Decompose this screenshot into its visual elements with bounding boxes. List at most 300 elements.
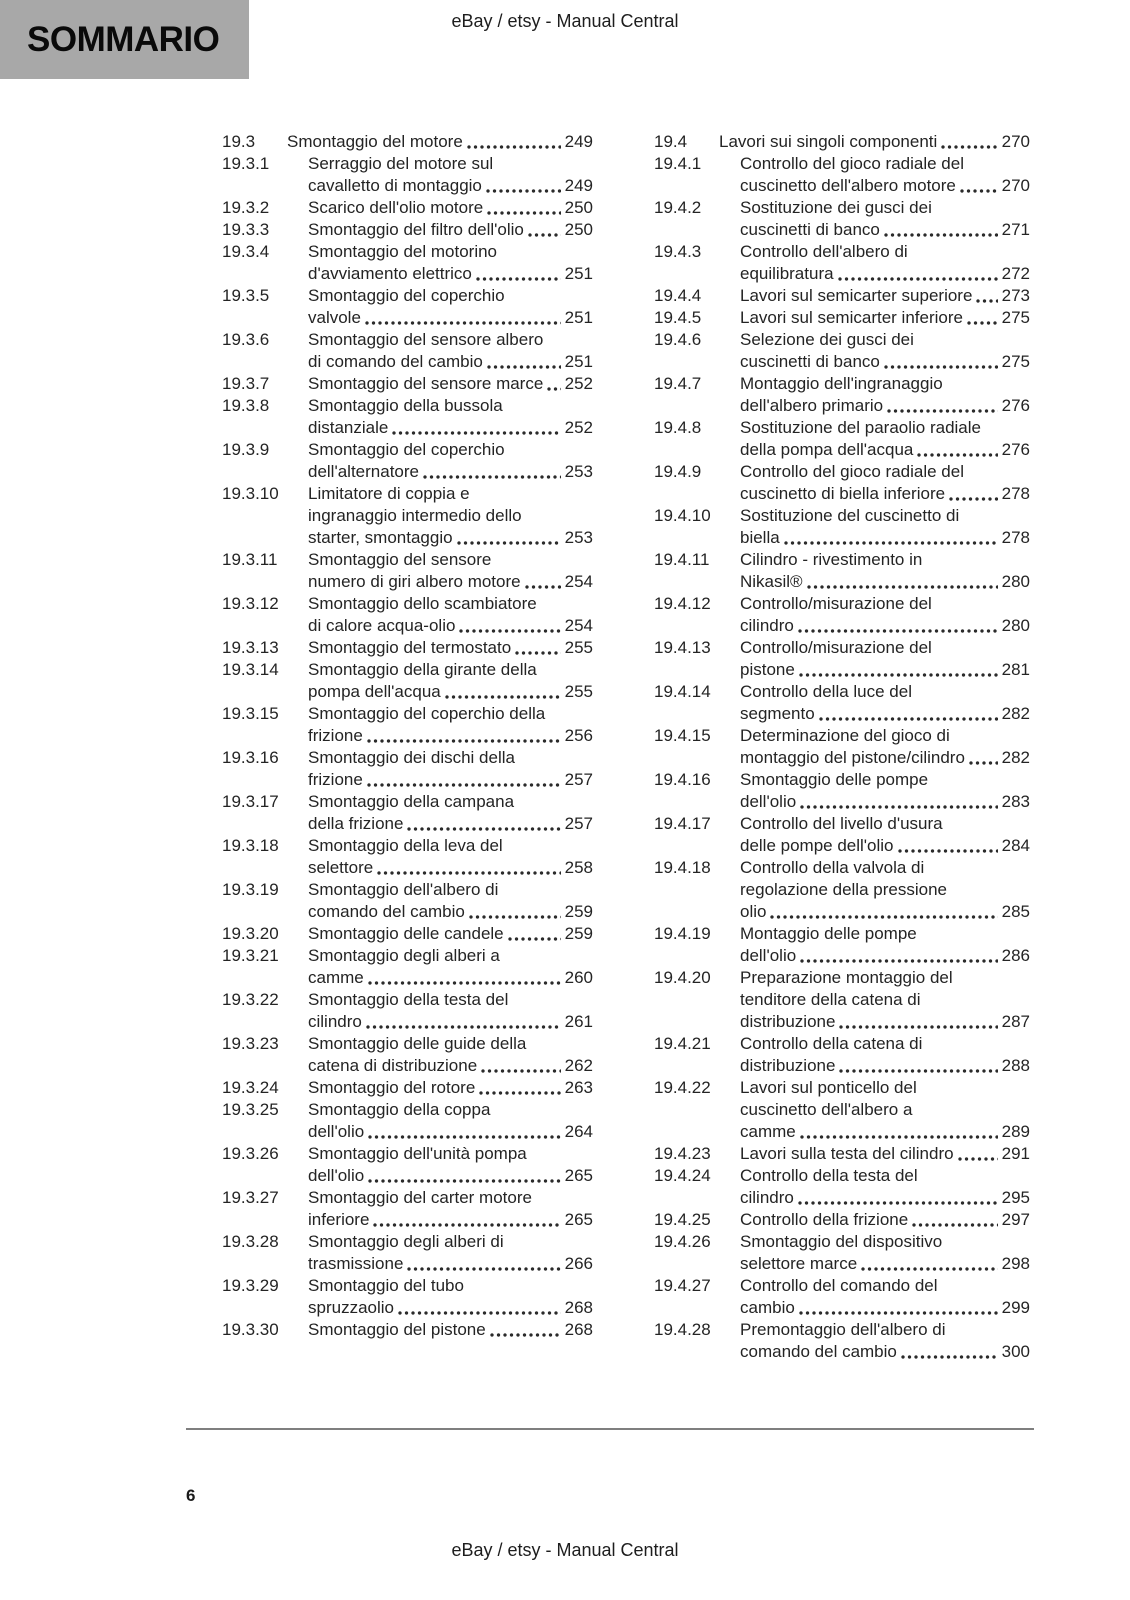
toc-entry-title-line: selettore marce: [740, 1254, 858, 1273]
toc-entry-number: 19.4.24: [654, 1166, 711, 1185]
dot-leader: [883, 395, 1002, 417]
toc-entry-title: [308, 395, 593, 439]
toc-entry: [654, 681, 1030, 725]
toc-entry-title-line: Smontaggio degli alberi a: [308, 946, 500, 965]
toc-entry-title-line: Smontaggio del motorino: [308, 242, 498, 261]
toc-entry: [222, 879, 593, 923]
dot-leader: [815, 703, 1002, 725]
toc-entry-title-line: Smontaggio delle candele: [308, 924, 504, 943]
toc-entry: [222, 1187, 593, 1231]
toc-entry-page-number: 261: [564, 1012, 593, 1031]
toc-entry-number: 19.4.26: [654, 1232, 711, 1251]
toc-entry: [222, 593, 593, 637]
toc-entry-title-line: montaggio del pistone/cilindro: [740, 748, 965, 767]
toc-entry: [654, 241, 1030, 285]
dot-leader: [857, 1253, 1001, 1275]
dot-leader: [795, 659, 1002, 681]
toc-entry-title: [740, 1165, 1030, 1209]
toc-entry-title: [308, 1077, 593, 1099]
toc-entry-title-line: Smontaggio del sensore albero: [308, 330, 544, 349]
toc-entry-last-line: [308, 1209, 593, 1231]
dot-leader: [361, 307, 565, 329]
toc-entry-last-line: [308, 1165, 593, 1187]
toc-entry-number: 19.4.25: [654, 1210, 711, 1229]
toc-entry-page-number: 259: [564, 902, 593, 921]
toc-entry-title-line: cuscinetti di banco: [740, 352, 880, 371]
dot-leader: [937, 131, 1001, 153]
toc-entry-last-line: [740, 395, 1030, 417]
toc-entry-number: 19.4.16: [654, 770, 711, 789]
toc-entry-title: [719, 131, 1030, 153]
toc-entry-title: [308, 703, 593, 747]
toc-entry-last-line: [308, 1121, 593, 1143]
toc-entry-title-line: Premontaggio dell'albero di: [740, 1320, 946, 1339]
dot-leader: [795, 1297, 1002, 1319]
toc-entry-page-number: 291: [1001, 1144, 1030, 1163]
toc-entry-title: [740, 197, 1030, 241]
toc-entry-page-number: 288: [1001, 1056, 1030, 1075]
toc-entry: [222, 637, 593, 659]
toc-entry-title-line: cuscinetto dell'albero a: [740, 1100, 913, 1119]
toc-entry-last-line: [308, 461, 593, 483]
dot-leader: [455, 615, 564, 637]
toc-entry-number: 19.4.22: [654, 1078, 711, 1097]
toc-entry-page-number: 256: [564, 726, 593, 745]
toc-entry: [654, 329, 1030, 373]
toc-entry: [654, 197, 1030, 241]
toc-entry-last-line: [308, 813, 593, 835]
toc-entry-number: 19.3.6: [222, 330, 270, 349]
toc-entry-title: [308, 1275, 593, 1319]
dot-leader: [521, 571, 565, 593]
toc-entry: [222, 241, 593, 285]
toc-entry-title-line: Smontaggio dei dischi della: [308, 748, 515, 767]
toc-entry-page-number: 257: [564, 814, 593, 833]
toc-entry-last-line: [308, 219, 593, 241]
toc-entry-title-line: regolazione della pressione: [740, 880, 947, 899]
toc-entry-page-number: 287: [1001, 1012, 1030, 1031]
toc-entry-title-line: spruzzaolio: [308, 1298, 394, 1317]
toc-entry: [654, 549, 1030, 593]
dot-leader: [463, 131, 565, 153]
toc-entry-title-line: valvole: [308, 308, 361, 327]
toc-entry-title-line: Lavori sul semicarter inferiore: [740, 308, 963, 327]
dot-leader: [441, 681, 565, 703]
toc-entry-title-line: numero di giri albero motore: [308, 572, 521, 591]
toc-entry: [222, 549, 593, 593]
toc-entry-title-line: Smontaggio del dispositivo: [740, 1232, 943, 1251]
toc-entry-title-line: starter, smontaggio: [308, 528, 453, 547]
dot-leader: [945, 483, 1002, 505]
dot-leader: [419, 461, 565, 483]
toc-entry: [654, 1077, 1030, 1143]
toc-entry: [222, 923, 593, 945]
toc-entry: [222, 1143, 593, 1187]
toc-entry-page-number: 252: [564, 418, 593, 437]
toc-entry-number: 19.4.10: [654, 506, 711, 525]
toc-entry-title: [740, 637, 1030, 681]
toc-entry-title-line: equilibratura: [740, 264, 834, 283]
toc-entry-title-line: trasmissione: [308, 1254, 404, 1273]
toc-entry-title-line: d'avviamento elettrico: [308, 264, 472, 283]
toc-entry-last-line: [740, 1121, 1030, 1143]
toc-entry-number: 19.3.29: [222, 1276, 279, 1295]
toc-entry-page-number: 255: [564, 638, 593, 657]
toc-entry-title: [740, 1143, 1030, 1165]
toc-entry-title-line: dell'olio: [740, 946, 797, 965]
dot-leader: [363, 769, 565, 791]
toc-entry-title: [740, 857, 1030, 923]
toc-entry-title-line: Controllo del livello d'usura: [740, 814, 943, 833]
dot-leader: [880, 219, 1002, 241]
toc-entry-last-line: [740, 659, 1030, 681]
toc-entry-title-line: Cilindro - rivestimento in: [740, 550, 923, 569]
toc-entry-title-line: Controllo del gioco radiale del: [740, 462, 964, 481]
toc-entry-last-line: [308, 373, 593, 395]
toc-entry-title-line: comando del cambio: [308, 902, 465, 921]
toc-entry-title-line: dell'albero primario: [740, 396, 884, 415]
dot-leader: [796, 1121, 1002, 1143]
toc-entry-last-line: [308, 681, 593, 703]
toc-entry-number: 19.3.22: [222, 990, 279, 1009]
toc-entry-number: 19.4.1: [654, 154, 702, 173]
toc-entry-title-line: Controllo/misurazione del: [740, 594, 932, 613]
toc-entry-number: 19.4.5: [654, 308, 702, 327]
toc-entry-title-line: Smontaggio dell'unità pompa: [308, 1144, 527, 1163]
toc-entry-page-number: 284: [1001, 836, 1030, 855]
toc-entry-number: 19.4.7: [654, 374, 702, 393]
dot-leader: [486, 1319, 565, 1341]
toc-entry-number: 19.4.2: [654, 198, 702, 217]
dot-leader: [364, 967, 565, 989]
toc-entry-last-line: [308, 901, 593, 923]
toc-entry-last-line: [740, 901, 1030, 923]
toc-entry-title-line: Smontaggio delle guide della: [308, 1034, 527, 1053]
toc-entry-title: [308, 549, 593, 593]
toc-entry-number: 19.3.27: [222, 1188, 279, 1207]
toc-entry-last-line: [740, 1011, 1030, 1033]
toc-entry-number: 19.4.15: [654, 726, 711, 745]
toc-entry: [222, 1319, 593, 1341]
toc-entry-number: 19.4.19: [654, 924, 711, 943]
footer-document-title: eBay / etsy - Manual Central: [451, 1540, 679, 1560]
toc-entry-page-number: 259: [564, 924, 593, 943]
toc-entry: [222, 989, 593, 1033]
toc-entry-page-number: 272: [1001, 264, 1030, 283]
toc-entry-title-line: Selezione dei gusci dei: [740, 330, 914, 349]
toc-entry: [654, 461, 1030, 505]
toc-entry-title-line: Controllo della luce del: [740, 682, 912, 701]
toc-entry-title: [740, 1319, 1030, 1363]
toc-entry: [222, 153, 593, 197]
toc-entry-page-number: 285: [1001, 902, 1030, 921]
toc-entry: [654, 1319, 1030, 1363]
toc-entry: [654, 417, 1030, 461]
toc-entry-number: 19.4: [654, 132, 688, 151]
toc-entry-last-line: [308, 769, 593, 791]
toc-entry: [654, 131, 1030, 153]
toc-entry-title: [308, 1319, 593, 1341]
toc-entry-title: [740, 813, 1030, 857]
toc-entry-last-line: [308, 615, 593, 637]
toc-entry-last-line: [740, 791, 1030, 813]
dot-leader: [483, 197, 564, 219]
toc-entry-page-number: 260: [564, 968, 593, 987]
toc-entry-title-line: Montaggio dell'ingranaggio: [740, 374, 943, 393]
dot-leader: [369, 1209, 564, 1231]
toc-entry-number: 19.3.5: [222, 286, 270, 305]
toc-entry: [654, 813, 1030, 857]
toc-entry-title-line: Sostituzione dei gusci dei: [740, 198, 932, 217]
toc-entry-title: [287, 131, 593, 153]
toc-entry-title-line: camme: [740, 1122, 796, 1141]
toc-entry-title-line: Controllo della catena di: [740, 1034, 923, 1053]
toc-entry-title-line: Smontaggio della girante della: [308, 660, 537, 679]
toc-entry-number: 19.3.10: [222, 484, 279, 503]
toc-entry: [654, 1165, 1030, 1209]
dot-leader: [543, 373, 564, 395]
toc-entry: [222, 329, 593, 373]
toc-entry-title-line: Limitatore di coppia e: [308, 484, 470, 503]
toc-entry-page-number: 253: [564, 462, 593, 481]
toc-entry-title-line: Controllo del comando del: [740, 1276, 938, 1295]
footer-divider-line: [186, 1428, 1034, 1430]
toc-entry-last-line: [308, 1319, 593, 1341]
toc-entry-page-number: 254: [564, 616, 593, 635]
toc-entry-page-number: 268: [564, 1320, 593, 1339]
toc-entry-title: [740, 1231, 1030, 1275]
toc-entry-title-line: Nikasil®: [740, 572, 803, 591]
toc-entry: [222, 285, 593, 329]
toc-entry-last-line: [308, 307, 593, 329]
dot-leader: [388, 417, 564, 439]
toc-entry-number: 19.3.11: [222, 550, 278, 569]
toc-entry-title-line: Smontaggio degli alberi di: [308, 1232, 504, 1251]
toc-entry-title-line: tenditore della catena di: [740, 990, 921, 1009]
toc-entry-title-line: Lavori sul ponticello del: [740, 1078, 917, 1097]
toc-entry-title-line: cuscinetto di biella inferiore: [740, 484, 946, 503]
toc-entry-title-line: camme: [308, 968, 364, 987]
toc-entry-last-line: [308, 263, 593, 285]
toc-entry-title: [308, 373, 593, 395]
toc-entry-title: [308, 197, 593, 219]
dot-leader: [894, 835, 1002, 857]
toc-entry-last-line: [740, 285, 1030, 307]
toc-entry: [222, 1033, 593, 1077]
toc-entry-title-line: Smontaggio delle pompe: [740, 770, 929, 789]
toc-entry-title: [308, 483, 593, 549]
toc-entry-number: 19.4.9: [654, 462, 702, 481]
toc-entry-page-number: 251: [564, 264, 593, 283]
toc-entry-last-line: [740, 747, 1030, 769]
toc-entry-page-number: 258: [564, 858, 593, 877]
toc-entry-last-line: [740, 527, 1030, 549]
toc-entry: [222, 197, 593, 219]
toc-entry-page-number: 276: [1001, 396, 1030, 415]
toc-entry-title-line: Smontaggio del termostato: [308, 638, 512, 657]
toc-entry: [654, 505, 1030, 549]
dot-leader: [465, 901, 565, 923]
toc-entry-number: 19.3.25: [222, 1100, 279, 1119]
toc-entry-page-number: 289: [1001, 1122, 1030, 1141]
toc-entry-title-line: catena di distribuzione: [308, 1056, 478, 1075]
toc-entry-last-line: [287, 131, 593, 153]
toc-entry-page-number: 282: [1001, 748, 1030, 767]
toc-entry-number: 19.4.4: [654, 286, 702, 305]
toc-entry-number: 19.3.12: [222, 594, 279, 613]
toc-entry-last-line: [740, 703, 1030, 725]
toc-entry: [222, 945, 593, 989]
toc-entry: [654, 373, 1030, 417]
toc-entry: [654, 923, 1030, 967]
toc-entry-title: [308, 153, 593, 197]
dot-leader: [835, 1011, 1001, 1033]
dot-leader: [524, 219, 565, 241]
toc-entry-title: [308, 637, 593, 659]
dot-leader: [794, 615, 1002, 637]
toc-entry-title: [308, 285, 593, 329]
toc-entry-last-line: [740, 1297, 1030, 1319]
toc-entry-number: 19.3.14: [222, 660, 279, 679]
toc-entry-last-line: [740, 307, 1030, 329]
header-document-title: eBay / etsy - Manual Central: [451, 11, 679, 31]
toc-entry-last-line: [308, 527, 593, 549]
toc-entry-number: 19.4.23: [654, 1144, 711, 1163]
toc-entry-title-line: frizione: [308, 726, 363, 745]
toc-entry-title-line: olio: [740, 902, 767, 921]
toc-entry-title-line: dell'alternatore: [308, 462, 419, 481]
dot-leader: [394, 1297, 565, 1319]
toc-entry: [654, 1143, 1030, 1165]
toc-entry-title: [740, 153, 1030, 197]
toc-entry-page-number: 283: [1001, 792, 1030, 811]
toc-entry-page-number: 270: [1001, 176, 1030, 195]
dot-leader: [897, 1341, 1002, 1363]
toc-entry-page-number: 280: [1001, 572, 1030, 591]
dot-leader: [477, 1055, 564, 1077]
toc-entry-title-line: Smontaggio del filtro dell'olio: [308, 220, 524, 239]
dot-leader: [796, 791, 1001, 813]
dot-leader: [482, 175, 565, 197]
toc-entry-last-line: [740, 615, 1030, 637]
toc-entry-title-line: ingranaggio intermedio dello: [308, 506, 522, 525]
toc-entry-title: [740, 373, 1030, 417]
toc-entry-title-line: Smontaggio del coperchio della: [308, 704, 546, 723]
toc-entry-page-number: 262: [564, 1056, 593, 1075]
toc-entry-last-line: [719, 131, 1030, 153]
toc-entry-title-line: Smontaggio del coperchio: [308, 440, 505, 459]
toc-entry-title-line: della frizione: [308, 814, 404, 833]
toc-entry-page-number: 270: [1001, 132, 1030, 151]
toc-entry-last-line: [740, 351, 1030, 373]
toc-entry-page-number: 253: [564, 528, 593, 547]
toc-entry-last-line: [308, 967, 593, 989]
dot-leader: [780, 527, 1002, 549]
toc-entry: [654, 1033, 1030, 1077]
toc-entry-title-line: cilindro: [308, 1012, 362, 1031]
toc-entry-number: 19.4.18: [654, 858, 711, 877]
toc-entry-last-line: [308, 637, 593, 659]
toc-entry-page-number: 265: [564, 1166, 593, 1185]
toc-entry-title: [308, 219, 593, 241]
toc-entry-page-number: 252: [564, 374, 593, 393]
toc-entry-number: 19.3.15: [222, 704, 279, 723]
toc-entry-page-number: 255: [564, 682, 593, 701]
toc-entry-last-line: [308, 417, 593, 439]
dot-leader: [954, 1143, 1002, 1165]
toc-entry: [654, 1209, 1030, 1231]
toc-entry-page-number: 263: [564, 1078, 593, 1097]
toc-entry-last-line: [308, 1011, 593, 1033]
dot-leader: [511, 637, 564, 659]
toc-entry-title: [740, 417, 1030, 461]
toc-entry-page-number: 297: [1001, 1210, 1030, 1229]
toc-entry-page-number: 281: [1001, 660, 1030, 679]
toc-entry-title: [308, 879, 593, 923]
toc-entry: [654, 307, 1030, 329]
toc-entry-last-line: [308, 725, 593, 747]
toc-entry-last-line: [740, 219, 1030, 241]
toc-entry-title-line: Smontaggio della leva del: [308, 836, 503, 855]
toc-entry-title: [740, 725, 1030, 769]
toc-entry-page-number: 254: [564, 572, 593, 591]
dot-leader: [908, 1209, 1001, 1231]
toc-entry-title: [740, 461, 1030, 505]
dot-leader: [796, 945, 1001, 967]
toc-entry-title: [308, 329, 593, 373]
toc-entry-page-number: 278: [1001, 484, 1030, 503]
toc-entry: [654, 593, 1030, 637]
toc-entry-title: [740, 1077, 1030, 1143]
toc-entry-title-line: cambio: [740, 1298, 795, 1317]
toc-entry-title-line: biella: [740, 528, 780, 547]
toc-entry-number: 19.3.9: [222, 440, 270, 459]
toc-entry-page-number: 257: [564, 770, 593, 789]
toc-entry-title: [308, 791, 593, 835]
toc-entry-title: [740, 329, 1030, 373]
toc-entry-title: [308, 989, 593, 1033]
toc-entry-last-line: [740, 439, 1030, 461]
toc-entry-title-line: segmento: [740, 704, 815, 723]
toc-entry-title: [308, 835, 593, 879]
toc-entry-page-number: 295: [1001, 1188, 1030, 1207]
toc-entry-number: 19.4.12: [654, 594, 711, 613]
toc-left-column: [222, 131, 593, 1341]
toc-entry-page-number: 299: [1001, 1298, 1030, 1317]
dot-leader: [453, 527, 565, 549]
toc-entry-page-number: 280: [1001, 616, 1030, 635]
toc-entry-title-line: Controllo/misurazione del: [740, 638, 932, 657]
toc-entry-title-line: Smontaggio del coperchio: [308, 286, 505, 305]
toc-entry-number: 19.4.27: [654, 1276, 711, 1295]
toc-entry: [222, 835, 593, 879]
dot-leader: [972, 285, 1001, 307]
toc-entry: [654, 1275, 1030, 1319]
toc-entry-title-line: distribuzione: [740, 1012, 836, 1031]
toc-entry: [222, 483, 593, 549]
toc-entry-title-line: Smontaggio dello scambiatore: [308, 594, 537, 613]
toc-entry-title-line: Serraggio del motore sul: [308, 154, 494, 173]
toc-entry-last-line: [308, 197, 593, 219]
dot-leader: [403, 813, 564, 835]
toc-entry-title-line: Sostituzione del paraolio radiale: [740, 418, 981, 437]
toc-entry-title-line: Lavori sul semicarter superiore: [740, 286, 973, 305]
dot-leader: [965, 747, 1002, 769]
toc-entry: [222, 373, 593, 395]
toc-entry-last-line: [740, 835, 1030, 857]
toc-entry: [654, 285, 1030, 307]
toc-entry-number: 19.4.28: [654, 1320, 711, 1339]
